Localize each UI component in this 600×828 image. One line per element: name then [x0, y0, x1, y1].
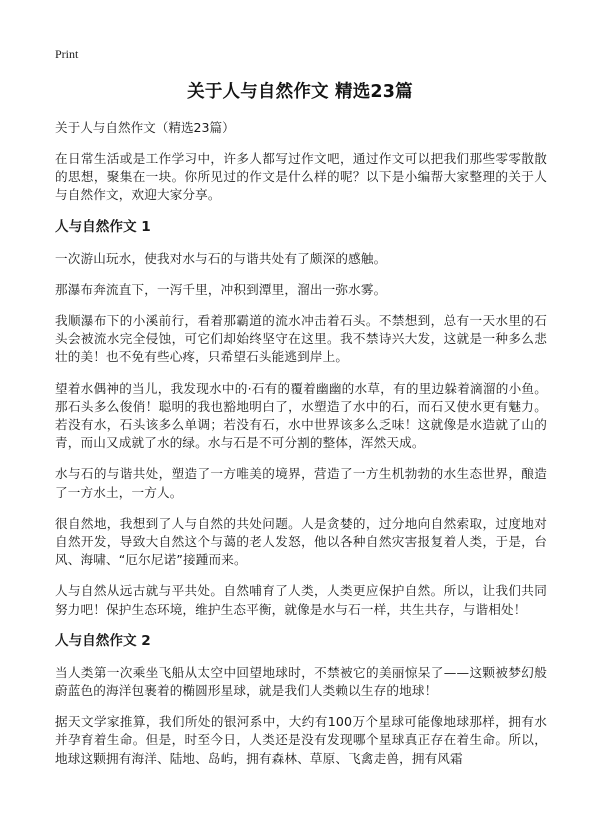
print-link[interactable]: Print — [55, 47, 79, 61]
paragraph: 人与自然从远古就与平共处。自然哺育了人类，人类更应保护自然。所以，让我们共同努力吧！保护生态环境，维护生态平衡，就像是水与石一样，共生共存，与谐相处！ — [55, 583, 547, 617]
paragraph: 那瀑布奔流直下，一泻千里，冲积到潭里，溜出一弥水雾。 — [55, 281, 387, 297]
page-title: 关于人与自然作文 精选23篇 — [187, 82, 413, 102]
paragraph: 水与石的与谐共处，塑造了一方唯美的境界，营造了一方生机勃勃的水生态世界，酿造了一方水土，一方人。 — [55, 466, 547, 500]
intro-paragraph: 在日常生活或是工作学习中，许多人都写过作文吧，通过作文可以把我们那些零零散散的思想，聚集在一块。你所见过的作文是什么样的呢？以下是小编帮大家整理的关于人与自然作文，欢迎大家分享。 — [55, 151, 547, 203]
paragraph: 望着水偶神的当儿，我发现水中的·石有的覆着幽幽的水草，有的里边躲着滴溜的小鱼。那石头多么俊俏！聪明的我也豁地明白了，水塑造了水中的石，而石又使水更有魅力。若没有水，石头该多么单调；若没有石，水中世界该多么乏味！这就像是水造就了山的青，而山又成就了水的绿。水与石是不可分割的整体，浑然天成。 — [55, 380, 547, 451]
paragraph: 我顺瀑布下的小溪前行，看着那霸道的流水冲击着石头。不禁想到，总有一天水里的石头会被流水完全侵蚀，可它们却始终坚守在这里。我不禁诗兴大发，这就是一种多么悲壮的美！也不免有些心疼，只希望石头能逃到岸上。 — [55, 313, 547, 365]
article-subtitle: 关于人与自然作文（精选23篇） — [55, 120, 235, 135]
paragraph: 当人类第一次乘坐飞船从太空中回望地球时，不禁被它的美丽惊呆了——这颗被梦幻般蔚蓝色的海洋包裹着的椭圆形星球，就是我们人类赖以生存的地球！ — [55, 664, 547, 699]
article-body — [55, 119, 547, 781]
paragraph: 一次游山玩水，使我对水与石的与谐共处有了颇深的感触。 — [55, 250, 387, 266]
section-heading: 人与自然作文 2 — [55, 632, 151, 649]
section-heading: 人与自然作文 1 — [55, 218, 151, 235]
paragraph: 很自然地，我想到了人与自然的共处问题。人是贪婪的，过分地向自然索取，过度地对自然开发，导致大自然这个与蔼的老人发怒，他以各种自然灾害报复着人类，于是，台风、海啸、“厄尔尼诺”接踵而来。 — [55, 515, 547, 568]
paragraph: 据天文学家推算，我们所处的银河系中，大约有100万个星球可能像地球那样，拥有水并孕育着生命。但是，时至今日，人类还是没有发现哪个星球真正存在着生命。所以，地球这颗拥有海洋、陆地、岛屿，拥有森林、草原、飞禽走兽，拥有风霜 — [55, 714, 547, 766]
